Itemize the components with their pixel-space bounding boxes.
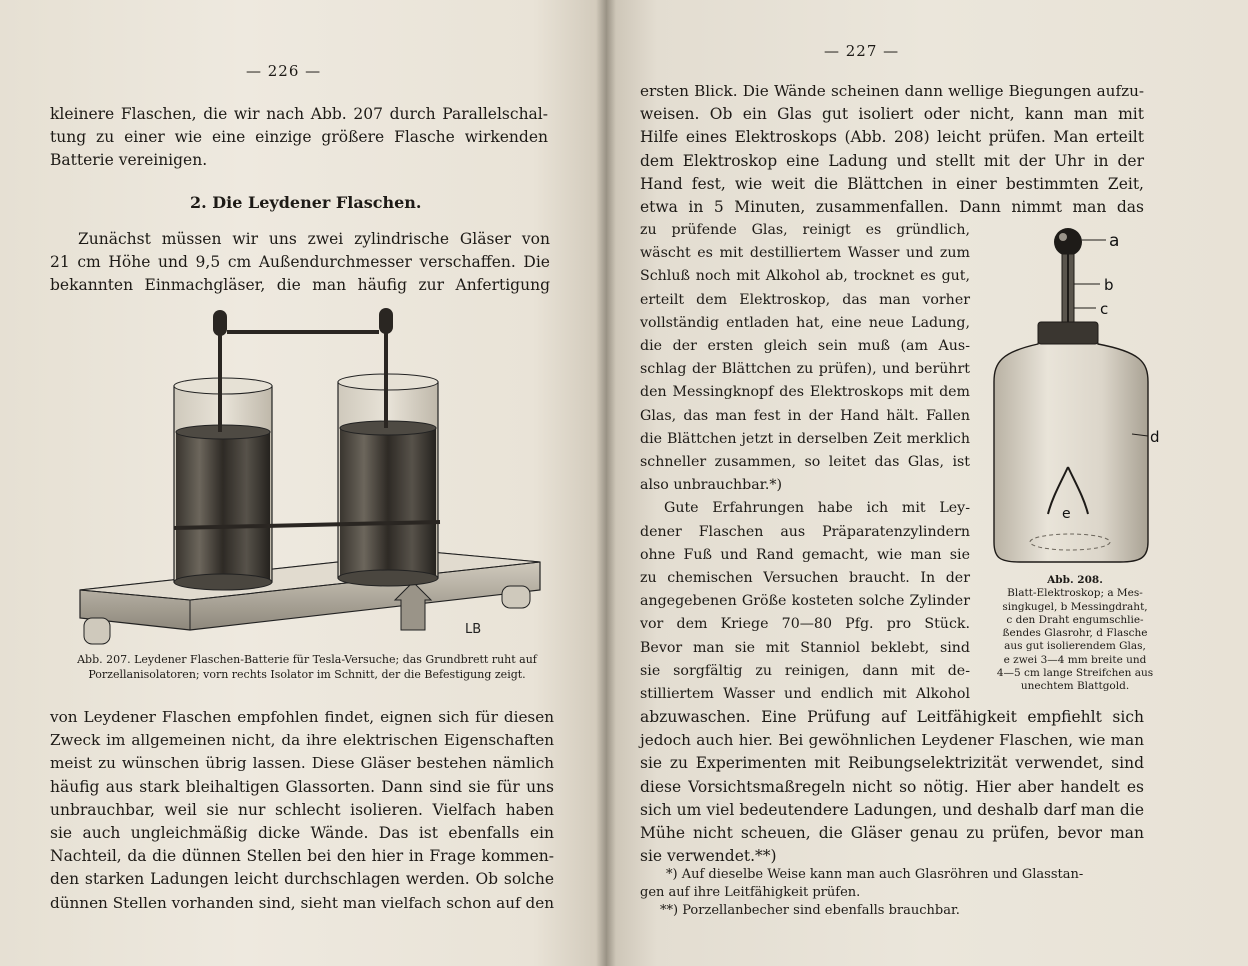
- caption-line: Blatt-Elektroskop; a Mes-: [1007, 587, 1143, 600]
- section-heading: 2. Die Leydener Flaschen.: [190, 193, 422, 212]
- page-number-left: — 226 —: [246, 62, 322, 80]
- label-a: a: [1109, 231, 1120, 251]
- left-paragraph-1: [50, 228, 550, 298]
- text-line: vor dem Kriege 70—80 Pfg. pro Stück.: [640, 616, 970, 633]
- text-line: Nachteil, da die dünnen Stellen bei den hier in Frage kommen-: [50, 847, 554, 866]
- figure-208-caption: [982, 574, 1168, 694]
- text-line: Mühe nicht scheuen, die Gläser genau zu prüfen, bevor man: [640, 824, 1144, 843]
- text-line: Schluß noch mit Alkohol ab, trocknet es gut,: [640, 268, 970, 285]
- caption-line: 4—5 cm lange Streifchen aus: [996, 667, 1154, 680]
- text-line: Glas, das man fest in der Hand hält. Fallen: [640, 407, 970, 424]
- text-line: die der ersten gleich sein muß (am Aus-: [640, 338, 970, 355]
- text-line: Zweck im allgemeinen nicht, da ihre elektrischen Eigenschaften: [50, 731, 554, 750]
- figure-monogram: LB: [465, 622, 482, 637]
- caption-line: singkugel, b Messingdraht,: [1002, 600, 1148, 613]
- footnotes: [640, 866, 1150, 920]
- footnote-line: **) Porzellanbecher sind ebenfalls brauchbar.: [660, 903, 960, 918]
- caption-line: c den Draht engumschlie-: [1006, 613, 1144, 626]
- caption-line: aus gut isolierendem Glas,: [1004, 640, 1146, 653]
- left-page: [0, 0, 606, 966]
- text-line: also unbrauchbar.*): [640, 477, 783, 494]
- text-line: etwa in 5 Minuten, zusammenfallen. Dann nimmt man das: [640, 198, 1144, 217]
- caption-line: unechtem Blattgold.: [1020, 680, 1130, 693]
- label-d: d: [1150, 428, 1160, 446]
- right-page: [606, 0, 1248, 966]
- right-paragraph-narrow: [640, 219, 970, 706]
- footnote-line: gen auf ihre Leitfähigkeit prüfen.: [640, 885, 861, 900]
- text-line: dünnen Stellen vorhanden sind, sieht man vielfach schon auf den: [50, 893, 554, 912]
- text-line: schneller zusammen, so leitet das Glas, ist: [640, 454, 970, 471]
- text-line: schlag der Blättchen zu prüfen), und berührt: [640, 361, 970, 378]
- text-line: sie zu Experimenten mit Reibungselektrizität verwendet, sind: [640, 754, 1144, 773]
- text-line: sie sorgfältig zu reinigen, dann mit de-: [640, 662, 970, 679]
- caption-line: e zwei 3—4 mm breite und: [1003, 653, 1147, 666]
- page-number-right: — 227 —: [824, 42, 900, 60]
- figure-207-caption: [64, 652, 550, 682]
- text-line: Hand fest, wie weit die Blättchen in einer bestimmten Zeit,: [640, 174, 1144, 193]
- left-paragraph-2: [50, 706, 554, 915]
- text-line: weisen. Ob ein Glas gut isoliert oder nicht, kann man mit: [640, 105, 1144, 124]
- text-line: sie auch ungleichmäßig dicke Wände. Das ist ebenfalls ein: [50, 824, 554, 843]
- leyden-jar-battery-figure: [70, 300, 550, 652]
- right-paragraph-bottom: [640, 706, 1144, 868]
- text-line: ersten Blick. Die Wände scheinen dann wellige Biegungen aufzu-: [640, 82, 1144, 100]
- label-c: c: [1100, 300, 1109, 318]
- text-line: wäscht es mit destilliertem Wasser und zum: [640, 245, 970, 262]
- text-line: 21 cm Höhe und 9,5 cm Außendurchmesser verschaffen. Die: [50, 253, 550, 272]
- text-line: ohne Fuß und Rand gemacht, wie man sie: [640, 546, 970, 563]
- right-paragraph-top: [640, 80, 1144, 219]
- text-line: unbrauchbar, weil sie nur schlecht isolieren. Vielfach haben: [50, 800, 554, 819]
- text-line: den starken Ladungen leicht durchschlagen werden. Ob solche: [50, 870, 554, 889]
- label-b: b: [1104, 276, 1114, 294]
- text-line: die Blättchen jetzt in derselben Zeit merklich: [640, 430, 970, 447]
- text-line: meist zu wünschen übrig lassen. Diese Gläser bestehen nämlich: [50, 754, 554, 773]
- text-line: den Messingknopf des Elektroskops mit dem: [640, 384, 970, 401]
- text-line: Zunächst müssen wir uns zwei zylindrische Gläser von: [78, 230, 550, 248]
- text-line: häufig aus stark bleihaltigen Glassorten. Dann sind sie für uns: [50, 777, 554, 796]
- text-line: Gute Erfahrungen habe ich mit Ley-: [664, 500, 970, 517]
- text-line: Bevor man sie mit Stanniol beklebt, sind: [640, 639, 970, 656]
- text-line: zu chemischen Versuchen braucht. In der: [640, 570, 970, 587]
- text-line: diese Vorsichtsmaßregeln nicht so nötig. Hier aber handelt es: [640, 777, 1144, 796]
- footnote-line: *) Auf dieselbe Weise kann man auch Glasröhren und Glasstan-: [666, 867, 1084, 882]
- caption-line: Porzellanisolatoren; vorn rechts Isolator im Schnitt, der die Befestigung zeigt.: [88, 668, 526, 681]
- text-line: sich um viel bedeutendere Ladungen, und deshalb darf man die: [640, 800, 1144, 819]
- label-e: e: [1062, 506, 1071, 522]
- text-line: Hilfe eines Elektroskops (Abb. 208) leicht prüfen. Man erteilt: [640, 128, 1144, 147]
- text-line: bekannten Einmachgläser, die man häufig zur Anfertigung: [50, 276, 550, 295]
- text-line: von Leydener Flaschen empfohlen findet, eignen sich für diesen: [50, 708, 554, 726]
- text-line: dener Flaschen aus Präparatenzylindern: [640, 523, 970, 540]
- caption-line: Abb. 208.: [1047, 574, 1103, 586]
- text-line: vollständig entladen hat, eine neue Ladung,: [640, 314, 970, 331]
- text-line: Batterie vereinigen.: [50, 151, 208, 170]
- text-line: zu prüfende Glas, reinigt es gründlich,: [640, 222, 970, 238]
- caption-line: Abb. 207. Leydener Flaschen-Batterie für Tesla-Versuche; das Grundbrett ruht auf: [77, 653, 537, 666]
- text-line: abzuwaschen. Eine Prüfung auf Leitfähigkeit empfiehlt sich: [640, 708, 1144, 726]
- caption-line: ßendes Glasrohr, d Flasche: [1002, 627, 1148, 640]
- text-line: dem Elektroskop eine Ladung und stellt mit der Uhr in der: [640, 151, 1144, 170]
- text-line: erteilt dem Elektroskop, das man vorher: [640, 291, 970, 308]
- leaf-electroscope-figure: [990, 222, 1172, 574]
- text-line: jedoch auch hier. Bei gewöhnlichen Leydener Flaschen, wie man: [640, 731, 1144, 750]
- text-line: kleinere Flaschen, die wir nach Abb. 207 durch Parallelschal-: [50, 105, 548, 123]
- book-gutter: [596, 0, 616, 966]
- text-line: stilliertem Wasser und endlich mit Alkohol: [640, 686, 970, 703]
- text-line: sie verwendet.**): [640, 847, 777, 866]
- text-line: angegebenen Größe kosteten solche Zylinder: [640, 593, 970, 610]
- text-line: tung zu einer wie eine einzige größere Flasche wirkenden: [50, 128, 548, 147]
- left-opening-paragraph: [50, 103, 548, 173]
